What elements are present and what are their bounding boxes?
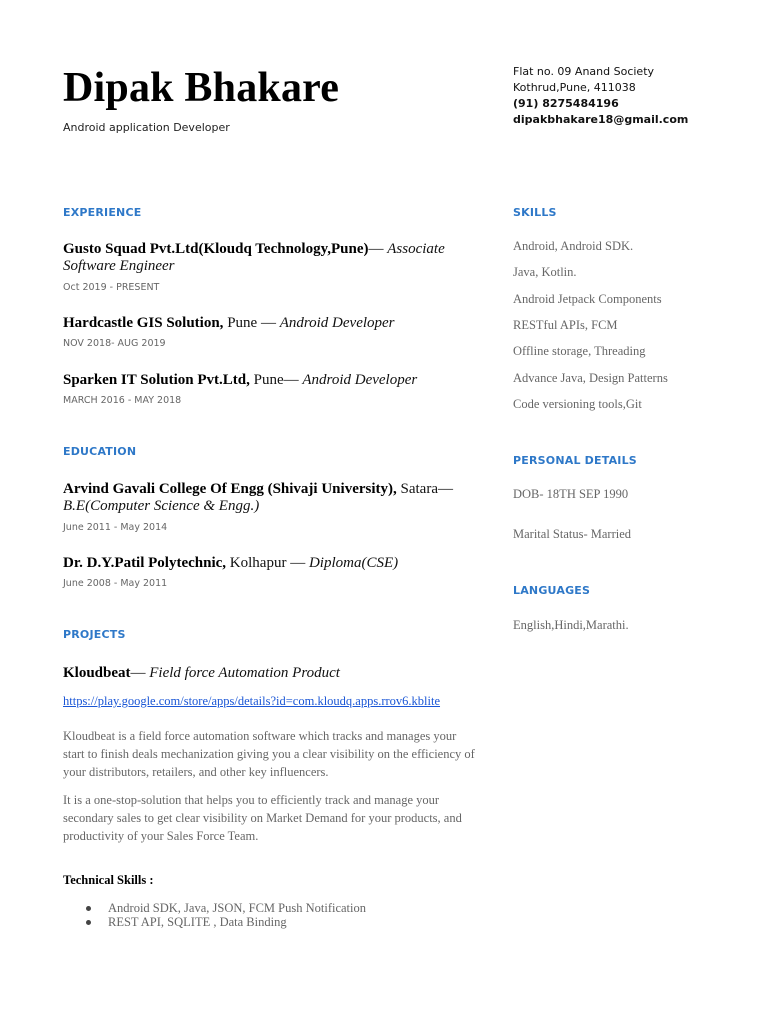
address-line-1: Flat no. 09 Anand Society: [513, 65, 655, 78]
experience-dates: Oct 2019 - PRESENT: [63, 282, 160, 293]
skill-item: Advance Java, Design Patterns: [513, 371, 668, 385]
education-item: [63, 555, 398, 572]
project-description: Kloudbeat is a field force automation software which tracks and manages your start to finish deals mechanization giving you a clear visibility on the efficiency of your distributors, retailers, and other key influencers.: [63, 729, 475, 779]
project-title: [63, 665, 340, 682]
project-name: Kloudbeat: [63, 665, 131, 681]
languages-heading: LANGUAGES: [513, 584, 591, 597]
bullet-icon: [86, 920, 91, 925]
experience-role: Android Developer: [302, 372, 418, 388]
candidate-name: Dipak Bhakare: [63, 65, 340, 111]
experience-org: Hardcastle GIS Solution,: [63, 315, 224, 331]
experience-dates: MARCH 2016 - MAY 2018: [63, 395, 182, 406]
personal-details-heading: PERSONAL DETAILS: [513, 454, 637, 467]
project-description-2: It is a one-stop-solution that helps you to efficiently track and manage your secondary sales to get clear visibility on Market Demand for your products, and productivity of your Sales Force Team.: [63, 793, 462, 843]
technical-skill: REST API, SQLITE , Data Binding: [108, 915, 287, 929]
experience-item: [63, 372, 417, 389]
project-subtitle: Field force Automation Product: [149, 665, 340, 681]
project-link[interactable]: https://play.google.com/store/apps/details?id=com.kloudq.apps.rrov6.kblite: [63, 694, 441, 708]
experience-role-cont: Software Engineer: [63, 258, 175, 274]
experience-heading: EXPERIENCE: [63, 206, 142, 219]
skill-item: Java, Kotlin.: [513, 265, 577, 279]
skill-item: RESTful APIs, FCM: [513, 318, 618, 332]
experience-role: Associate: [387, 241, 445, 257]
project-separator: —: [130, 665, 150, 681]
education-degree: B.E(Computer Science & Engg.): [63, 498, 260, 514]
skill-item: Code versioning tools,Git: [513, 397, 642, 411]
marital-status: Marital Status- Married: [513, 527, 632, 541]
technical-skills-title: Technical Skills :: [63, 873, 154, 887]
education-item: [63, 481, 483, 515]
skill-item: Offline storage, Threading: [513, 344, 646, 358]
projects-heading: PROJECTS: [63, 628, 126, 641]
date-of-birth: DOB- 18TH SEP 1990: [513, 487, 629, 501]
list-item: [86, 901, 366, 915]
technical-skill: Android SDK, Java, JSON, FCM Push Notification: [108, 901, 366, 915]
skill-item: Android, Android SDK.: [513, 239, 634, 253]
education-dates: June 2011 - May 2014: [63, 522, 168, 533]
experience-org: Gusto Squad Pvt.Ltd(Kloudq Technology,Pune): [63, 241, 369, 257]
education-org: Dr. D.Y.Patil Polytechnic,: [63, 555, 227, 571]
education-dates: June 2008 - May 2011: [63, 578, 168, 589]
experience-item: [63, 241, 478, 275]
technical-skills-list: [86, 901, 366, 929]
skills-heading: SKILLS: [513, 206, 557, 219]
email-address: dipakbhakare18@gmail.com: [513, 113, 689, 126]
experience-separator: —: [368, 241, 388, 257]
education-org: Arvind Gavali College Of Engg (Shivaji University),: [63, 481, 397, 497]
experience-dates: NOV 2018- AUG 2019: [63, 338, 166, 349]
experience-role: Android Developer: [279, 315, 395, 331]
skill-item: Android Jetpack Components: [513, 292, 662, 306]
experience-location: Pune—: [249, 372, 303, 388]
education-degree: Diploma(CSE): [308, 555, 399, 571]
list-item: [86, 915, 366, 929]
bullet-icon: [86, 906, 91, 911]
phone-number: (91) 8275484196: [513, 97, 619, 110]
job-tagline: Android application Developer: [63, 121, 230, 134]
languages-value: English,Hindi,Marathi.: [513, 618, 629, 632]
experience-org: Sparken IT Solution Pvt.Ltd,: [63, 372, 250, 388]
contact-block: [513, 64, 688, 128]
address-line-2: Kothrud,Pune, 411038: [513, 81, 636, 94]
education-location: Satara—: [396, 481, 453, 497]
experience-location: Pune —: [223, 315, 280, 331]
education-location: Kolhapur —: [226, 555, 309, 571]
experience-item: [63, 315, 395, 332]
education-heading: EDUCATION: [63, 445, 137, 458]
